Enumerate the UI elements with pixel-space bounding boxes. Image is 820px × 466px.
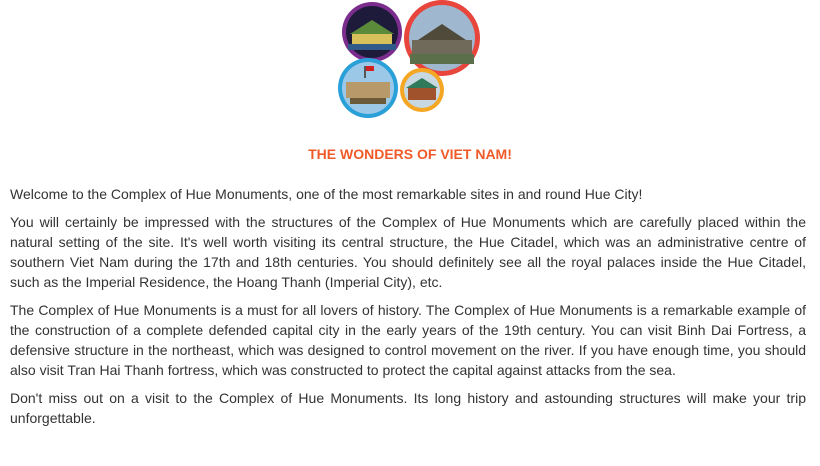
paragraph-history: The Complex of Hue Monuments is a must for all lovers of history. The Complex of Hue Monuments is a remarkable example of the construction of a complete defended capital city in the early years of the 19th century. You can visit Binh Dai Fortress, a defensive structure in the northeast, which was designed to control movement on the river. If you have enough time, you should also visit Tran Hai Thanh fortress, which was constructed to protect the capital against attacks from the sea.: [10, 302, 806, 378]
collage-temple-photo: [400, 68, 444, 112]
hue-monuments-collage-icon: [330, 0, 490, 120]
paragraph-welcome: Welcome to the Complex of Hue Monuments, one of the most remarkable sites in and round Hue City!: [10, 186, 643, 202]
paragraph-visit: Don't miss out on a visit to the Complex of Hue Monuments. Its long history and astounding structures will make your trip unforgettable.: [10, 390, 806, 426]
collage-gate-photo: [338, 58, 398, 118]
paragraph-structures: You will certainly be impressed with the structures of the Complex of Hue Monuments which are carefully placed within the natural setting of the site. It's well worth visiting its central structure, the Hue Citadel, which was an administrative centre of southern Viet Nam during the 17th and 18th centuries. You should definitely see all the royal palaces inside the Hue Citadel, such as the Imperial Residence, the Hoang Thanh (Imperial City), etc.: [10, 214, 806, 290]
page-title: THE WONDERS OF VIET NAM!: [308, 146, 512, 162]
collage-citadel-photo: [404, 0, 480, 76]
article-body: [10, 184, 806, 436]
collage-night-photo: [342, 2, 402, 62]
